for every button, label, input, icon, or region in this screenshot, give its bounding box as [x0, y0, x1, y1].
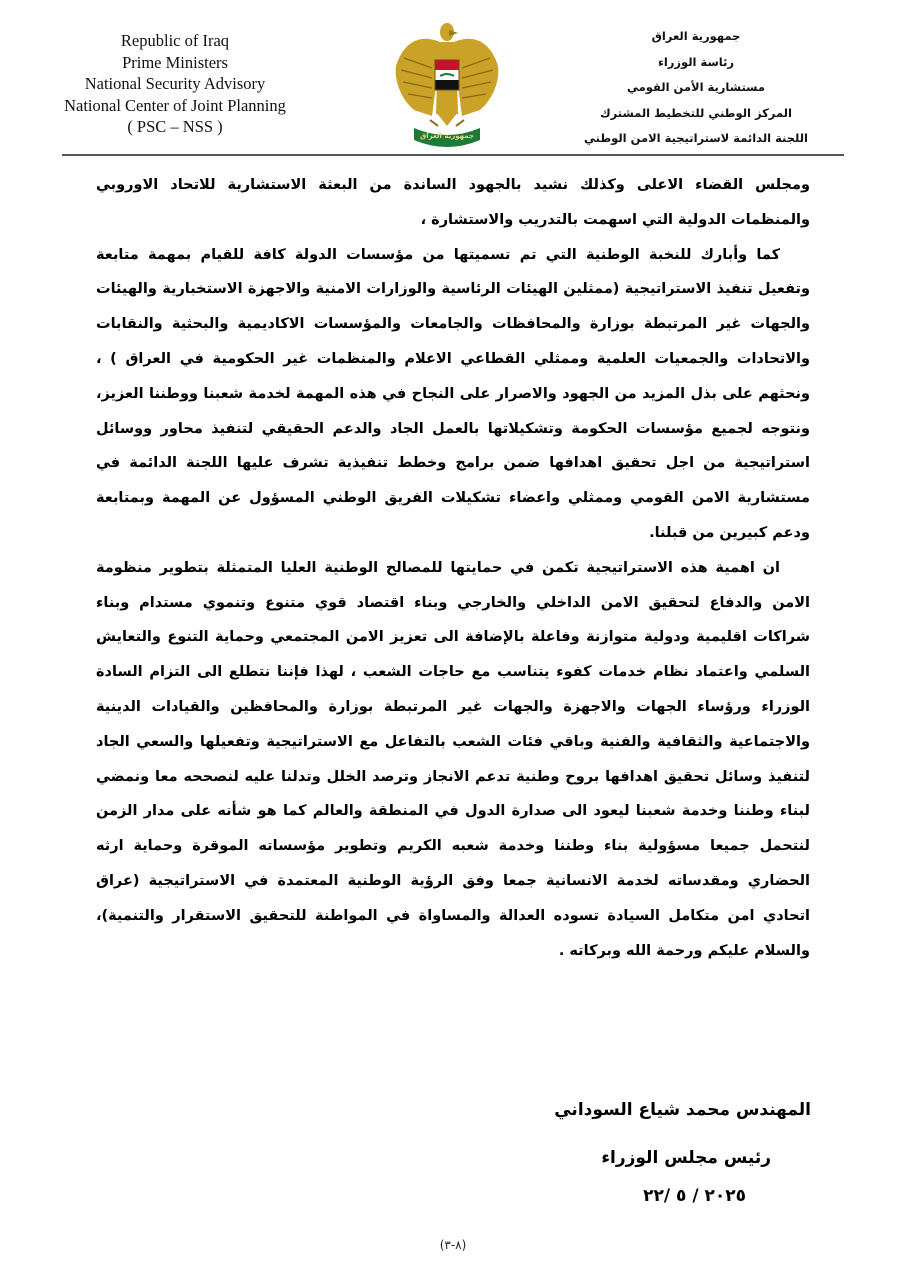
- header-ar-line-5: اللجنة الدائمة لاستراتيجية الامن الوطني: [583, 131, 808, 145]
- header-en-line-3: National Security Advisory: [84, 74, 266, 93]
- header-en-line-2: Prime Ministers: [122, 52, 228, 72]
- page-number: (٨-٣): [439, 1238, 467, 1252]
- header-en-line-4: National Center of Joint Planning: [64, 95, 286, 115]
- header-ar-line-2: رئاسة الوزراء: [657, 54, 735, 69]
- signatory-name: المهندس محمد شياع السوداني: [554, 1100, 811, 1120]
- signature-date: ٢٠٢٥ / ٥ /٢٢: [643, 1186, 746, 1206]
- header-en-line-5: ( PSC – NSS ): [127, 117, 223, 136]
- body-paragraph-1: ومجلس القضاء الاعلى وكذلك نشيد بالجهود الساندة من البعثة الاستشارية للاتحاد الاوروبي والمنظمات الدولية التي اسهمت بالتدريب والاستشارة ،: [96, 177, 810, 228]
- header-divider: [62, 154, 844, 156]
- header-ar-line-3: مستشارية الأمن القومي: [627, 80, 765, 94]
- letter-body: [96, 168, 810, 968]
- body-paragraph-2: كما وأبارك للنخبة الوطنية التي تم تسميتها من مؤسسات الدولة كافة للقيام بمهمة متابعة وتفعيل تنفيذ الاستراتيجية (ممثلين الهيئات الرئاسية والوزارات الامنية والاجهزة الاستخبارية والهيئات والجهات غير المرتبطة بوزارة والمحافظات والجامعات والمؤسسات الاكاديمية والبحثية والنقابات والاتحادات والجمعيات العلمية وممثلي القطاعي الاعلام والمنظمات غير الحكومية في العراق ) ، ونحثهم على بذل المزيد من الجهود والاصرار على النجاح في هذه المهمة لخدمة شعبنا ووطننا العزيز، ونتوجه لجميع مؤسسات الحكومة وتشكيلاتها بالعمل الجاد والدعم الحقيقي لتنفيذ محاور ووسائل استراتيجية من اجل تحقيق اهدافها ضمن برامج وخطط تنفيذية تشرف عليها اللجنة الدائمة في مستشارية الامن القومي وممثلي واعضاء تشكيلات الفريق الوطني المسؤول عن المهمة وبمتابعة ودعم كبيرين من قبلنا.: [96, 246, 810, 541]
- emblem-caption: جمهورية العراق: [419, 132, 475, 140]
- header-english: [40, 30, 310, 138]
- body-paragraph-3: ان اهمية هذه الاستراتيجية تكمن في حمايتها للمصالح الوطنية العليا المتمثلة بتطوير منظومة الامن والدفاع لتحقيق الامن الداخلي والخارجي وبناء اقتصاد قوي متنوع وتنموي مستدام وبناء شراكات اقليمية ودولية متوازنة وفاعلة بالإضافة الى تعزيز الامن المجتمعي وحماية التنوع والتعايش السلمي واعتماد نظام خدمات كفوء يتناسب مع حاجات الشعب ، لهذا فإننا نتطلع الى التزام السادة الوزراء ورؤساء الجهات والاجهزة والجهات غير المرتبطة بوزارة والمحافظين والقيادات الدينية والاجتماعية والثقافية والفنية وباقي فئات الشعب بالتفاعل مع الاستراتيجية وتفعيلها والسعي الجاد لتنفيذ وسائل تحقيق اهدافها بروح وطنية تدعم الانجاز وترصد الخلل وتدلنا عليه لنصححه معا ونمضي لبناء وطننا وخدمة شعبنا ليعود الى صدارة الدول في المنطقة والعالم كما هو شأنه على مدار الزمن لنتحمل جميعا مسؤولية بناء وطننا وخدمة شعبه الكريم وتطوير مؤسساته الموقرة وحماية ارثه الحضاري ومقدساته لخدمة الانسانية جمعا وفق الرؤية الوطنية المعتمدة في الاستراتيجية (عراق اتحادي امن متكامل السيادة تسوده العدالة والمساواة في المواطنة للتحقيق الاستقرار والتنمية)، والسلام عليكم ورحمة الله وبركاته .: [96, 559, 810, 959]
- header-en-line-1: Republic of Iraq: [120, 31, 230, 50]
- header-ar-line-1: جمهورية العراق: [651, 29, 741, 43]
- eagle-of-saladin-emblem-icon: [392, 16, 502, 151]
- header-ar-line-4: المركز الوطني للتخطيط المشترك: [600, 105, 792, 120]
- header-arabic: [546, 24, 846, 152]
- signatory-title: رئيس مجلس الوزراء: [601, 1148, 771, 1168]
